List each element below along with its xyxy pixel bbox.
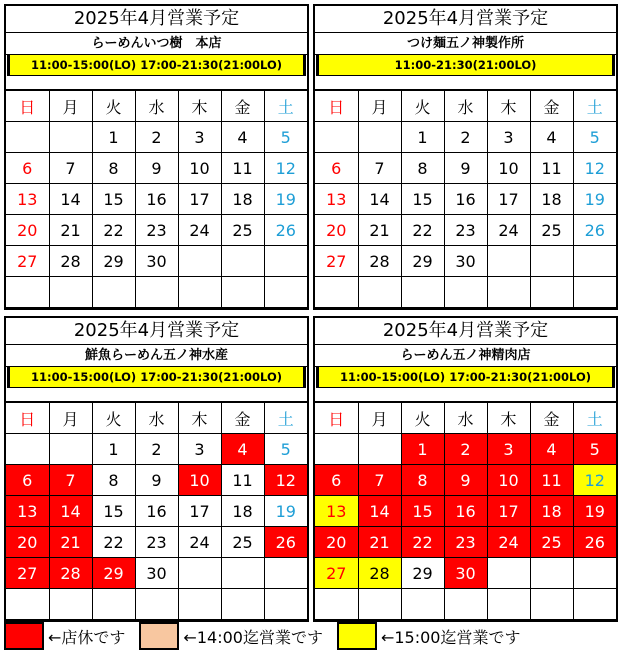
spacer bbox=[6, 77, 307, 91]
business-hours: 11:00-21:30(21:00LO) bbox=[316, 55, 615, 76]
weekday-6: 土 bbox=[264, 403, 307, 434]
weekday-1: 月 bbox=[49, 91, 92, 122]
store-name: らーめん五ノ神精肉店 bbox=[315, 345, 616, 367]
day-cell: 17 bbox=[487, 496, 530, 527]
calendar-grid bbox=[315, 403, 616, 620]
day-cell: 24 bbox=[487, 215, 530, 246]
day-cell: 24 bbox=[178, 215, 221, 246]
day-cell: 20 bbox=[6, 215, 49, 246]
day-cell: 5 bbox=[264, 434, 307, 465]
day-cell: 8 bbox=[401, 465, 444, 496]
day-cell bbox=[178, 589, 221, 620]
weekday-1: 月 bbox=[358, 403, 401, 434]
week-row bbox=[6, 558, 307, 589]
day-cell: 10 bbox=[487, 153, 530, 184]
calendar-grid bbox=[6, 403, 307, 620]
weekday-4: 木 bbox=[487, 91, 530, 122]
day-cell: 11 bbox=[221, 465, 264, 496]
day-cell: 26 bbox=[264, 527, 307, 558]
week-row bbox=[6, 277, 307, 308]
day-cell bbox=[6, 589, 49, 620]
day-cell: 11 bbox=[530, 153, 573, 184]
day-cell bbox=[530, 246, 573, 277]
weekday-0: 日 bbox=[315, 91, 358, 122]
store-name: 鮮魚らーめん五ノ神水産 bbox=[6, 345, 307, 367]
day-cell: 15 bbox=[401, 496, 444, 527]
weekday-5: 金 bbox=[221, 91, 264, 122]
day-cell bbox=[178, 246, 221, 277]
day-cell: 20 bbox=[315, 215, 358, 246]
day-cell bbox=[49, 589, 92, 620]
day-cell: 15 bbox=[92, 496, 135, 527]
spacer bbox=[315, 77, 616, 91]
week-row bbox=[6, 184, 307, 215]
weekday-0: 日 bbox=[6, 403, 49, 434]
day-cell: 28 bbox=[49, 558, 92, 589]
day-cell: 2 bbox=[444, 434, 487, 465]
day-cell: 25 bbox=[221, 215, 264, 246]
week-row bbox=[6, 434, 307, 465]
day-cell: 10 bbox=[178, 465, 221, 496]
day-cell: 18 bbox=[530, 184, 573, 215]
day-cell: 16 bbox=[135, 496, 178, 527]
week-row bbox=[315, 589, 616, 620]
day-cell: 18 bbox=[221, 496, 264, 527]
day-cell: 9 bbox=[444, 465, 487, 496]
calendar-grid bbox=[315, 91, 616, 308]
day-cell: 28 bbox=[49, 246, 92, 277]
day-cell: 27 bbox=[315, 246, 358, 277]
weekday-4: 木 bbox=[178, 91, 221, 122]
day-cell: 7 bbox=[49, 465, 92, 496]
day-cell: 6 bbox=[6, 153, 49, 184]
day-cell: 13 bbox=[315, 184, 358, 215]
day-cell bbox=[92, 589, 135, 620]
day-cell: 7 bbox=[358, 465, 401, 496]
day-cell: 26 bbox=[573, 215, 616, 246]
legend-swatch-until14 bbox=[139, 622, 179, 650]
calendar-grid bbox=[6, 91, 307, 308]
day-cell: 1 bbox=[401, 434, 444, 465]
legend-swatch-closed bbox=[4, 622, 44, 650]
week-row bbox=[6, 496, 307, 527]
week-row bbox=[315, 558, 616, 589]
day-cell: 12 bbox=[264, 153, 307, 184]
day-cell bbox=[49, 434, 92, 465]
week-row bbox=[315, 246, 616, 277]
day-cell: 1 bbox=[92, 434, 135, 465]
week-row bbox=[6, 153, 307, 184]
day-cell: 21 bbox=[358, 527, 401, 558]
day-cell: 4 bbox=[530, 122, 573, 153]
day-cell: 22 bbox=[92, 215, 135, 246]
week-row bbox=[315, 465, 616, 496]
day-cell: 26 bbox=[264, 215, 307, 246]
week-row bbox=[6, 215, 307, 246]
weekday-header-row bbox=[6, 91, 307, 122]
day-cell: 16 bbox=[135, 184, 178, 215]
week-row bbox=[315, 527, 616, 558]
day-cell: 9 bbox=[135, 465, 178, 496]
day-cell bbox=[135, 589, 178, 620]
day-cell bbox=[315, 434, 358, 465]
day-cell bbox=[530, 558, 573, 589]
day-cell bbox=[264, 246, 307, 277]
store-name: つけ麺五ノ神製作所 bbox=[315, 33, 616, 55]
day-cell bbox=[358, 122, 401, 153]
day-cell: 16 bbox=[444, 496, 487, 527]
panel-title: 2025年4月営業予定 bbox=[6, 6, 307, 33]
week-row bbox=[6, 589, 307, 620]
day-cell: 24 bbox=[487, 527, 530, 558]
day-cell: 14 bbox=[49, 184, 92, 215]
week-row bbox=[6, 465, 307, 496]
day-cell: 18 bbox=[530, 496, 573, 527]
weekday-1: 月 bbox=[358, 91, 401, 122]
day-cell: 28 bbox=[358, 558, 401, 589]
day-cell bbox=[401, 589, 444, 620]
weekday-6: 土 bbox=[573, 403, 616, 434]
day-cell bbox=[358, 434, 401, 465]
business-hours: 11:00-15:00(LO) 17:00-21:30(21:00LO) bbox=[316, 367, 615, 388]
weekday-2: 火 bbox=[401, 91, 444, 122]
day-cell: 3 bbox=[487, 434, 530, 465]
day-cell bbox=[264, 277, 307, 308]
day-cell: 29 bbox=[92, 246, 135, 277]
day-cell: 22 bbox=[92, 527, 135, 558]
legend-item-until14 bbox=[139, 622, 323, 650]
spacer bbox=[6, 389, 307, 403]
week-row bbox=[6, 527, 307, 558]
day-cell bbox=[573, 246, 616, 277]
legend-item-until15 bbox=[337, 622, 521, 650]
weekday-header-row bbox=[315, 403, 616, 434]
day-cell: 7 bbox=[358, 153, 401, 184]
week-row bbox=[315, 184, 616, 215]
store-name: らーめんいつ樹 本店 bbox=[6, 33, 307, 55]
day-cell: 22 bbox=[401, 215, 444, 246]
day-cell: 23 bbox=[135, 215, 178, 246]
day-cell: 4 bbox=[530, 434, 573, 465]
day-cell: 13 bbox=[6, 496, 49, 527]
weekday-header-row bbox=[6, 403, 307, 434]
day-cell: 26 bbox=[573, 527, 616, 558]
legend-label: ←店休です bbox=[48, 627, 126, 647]
weekday-3: 水 bbox=[135, 403, 178, 434]
day-cell bbox=[315, 122, 358, 153]
weekday-header-row bbox=[315, 91, 616, 122]
week-row bbox=[315, 434, 616, 465]
day-cell: 19 bbox=[264, 496, 307, 527]
weekday-5: 金 bbox=[530, 91, 573, 122]
day-cell: 14 bbox=[358, 184, 401, 215]
panel-title: 2025年4月営業予定 bbox=[315, 318, 616, 345]
day-cell: 19 bbox=[264, 184, 307, 215]
day-cell bbox=[487, 277, 530, 308]
business-hours: 11:00-15:00(LO) 17:00-21:30(21:00LO) bbox=[7, 367, 306, 388]
day-cell: 2 bbox=[135, 122, 178, 153]
day-cell: 25 bbox=[530, 215, 573, 246]
day-cell: 4 bbox=[221, 122, 264, 153]
day-cell: 9 bbox=[444, 153, 487, 184]
day-cell: 17 bbox=[178, 496, 221, 527]
day-cell: 7 bbox=[49, 153, 92, 184]
day-cell: 13 bbox=[315, 496, 358, 527]
weekday-3: 水 bbox=[135, 91, 178, 122]
panel-title: 2025年4月営業予定 bbox=[315, 6, 616, 33]
day-cell: 10 bbox=[487, 465, 530, 496]
week-row bbox=[315, 277, 616, 308]
day-cell: 27 bbox=[6, 558, 49, 589]
day-cell bbox=[315, 589, 358, 620]
weekday-5: 金 bbox=[221, 403, 264, 434]
weekday-0: 日 bbox=[6, 91, 49, 122]
day-cell: 27 bbox=[315, 558, 358, 589]
day-cell: 5 bbox=[573, 122, 616, 153]
weekday-5: 金 bbox=[530, 403, 573, 434]
day-cell: 11 bbox=[221, 153, 264, 184]
day-cell: 3 bbox=[487, 122, 530, 153]
day-cell: 29 bbox=[401, 246, 444, 277]
day-cell: 8 bbox=[401, 153, 444, 184]
day-cell: 30 bbox=[135, 558, 178, 589]
day-cell bbox=[221, 589, 264, 620]
day-cell: 25 bbox=[530, 527, 573, 558]
day-cell bbox=[135, 277, 178, 308]
day-cell: 15 bbox=[401, 184, 444, 215]
day-cell: 18 bbox=[221, 184, 264, 215]
day-cell bbox=[49, 277, 92, 308]
day-cell bbox=[487, 589, 530, 620]
day-cell bbox=[6, 277, 49, 308]
day-cell bbox=[264, 589, 307, 620]
day-cell: 1 bbox=[401, 122, 444, 153]
day-cell: 19 bbox=[573, 496, 616, 527]
day-cell bbox=[264, 558, 307, 589]
weekday-0: 日 bbox=[315, 403, 358, 434]
day-cell: 20 bbox=[315, 527, 358, 558]
day-cell bbox=[487, 558, 530, 589]
day-cell: 27 bbox=[6, 246, 49, 277]
day-cell bbox=[178, 277, 221, 308]
day-cell: 9 bbox=[135, 153, 178, 184]
day-cell: 21 bbox=[49, 215, 92, 246]
week-row bbox=[6, 246, 307, 277]
week-row bbox=[315, 215, 616, 246]
panel-suisan bbox=[4, 316, 309, 622]
day-cell: 23 bbox=[444, 527, 487, 558]
day-cell: 24 bbox=[178, 527, 221, 558]
weekday-2: 火 bbox=[92, 403, 135, 434]
day-cell: 16 bbox=[444, 184, 487, 215]
day-cell: 3 bbox=[178, 434, 221, 465]
day-cell: 8 bbox=[92, 465, 135, 496]
day-cell: 5 bbox=[264, 122, 307, 153]
day-cell: 6 bbox=[315, 465, 358, 496]
day-cell: 12 bbox=[264, 465, 307, 496]
legend-swatch-until15 bbox=[337, 622, 377, 650]
day-cell bbox=[444, 589, 487, 620]
day-cell: 1 bbox=[92, 122, 135, 153]
day-cell bbox=[487, 246, 530, 277]
day-cell: 4 bbox=[221, 434, 264, 465]
legend-label: ←15:00迄営業です bbox=[380, 627, 521, 647]
day-cell: 14 bbox=[49, 496, 92, 527]
panel-honten bbox=[4, 4, 309, 310]
weekday-2: 火 bbox=[401, 403, 444, 434]
day-cell: 29 bbox=[401, 558, 444, 589]
weekday-4: 木 bbox=[178, 403, 221, 434]
day-cell bbox=[221, 277, 264, 308]
weekday-6: 土 bbox=[573, 91, 616, 122]
day-cell: 12 bbox=[573, 153, 616, 184]
day-cell: 6 bbox=[315, 153, 358, 184]
day-cell: 30 bbox=[135, 246, 178, 277]
legend-item-closed bbox=[4, 622, 125, 650]
day-cell: 17 bbox=[178, 184, 221, 215]
day-cell bbox=[49, 122, 92, 153]
day-cell: 10 bbox=[178, 153, 221, 184]
weekday-2: 火 bbox=[92, 91, 135, 122]
day-cell: 23 bbox=[444, 215, 487, 246]
legend bbox=[4, 620, 618, 652]
day-cell bbox=[221, 558, 264, 589]
day-cell: 28 bbox=[358, 246, 401, 277]
day-cell: 2 bbox=[135, 434, 178, 465]
week-row bbox=[315, 122, 616, 153]
day-cell: 8 bbox=[92, 153, 135, 184]
day-cell bbox=[221, 246, 264, 277]
weekday-4: 木 bbox=[487, 403, 530, 434]
day-cell bbox=[358, 277, 401, 308]
day-cell: 20 bbox=[6, 527, 49, 558]
week-row bbox=[6, 122, 307, 153]
day-cell: 13 bbox=[6, 184, 49, 215]
spacer bbox=[315, 389, 616, 403]
day-cell bbox=[530, 589, 573, 620]
day-cell: 30 bbox=[444, 246, 487, 277]
day-cell: 21 bbox=[358, 215, 401, 246]
day-cell: 19 bbox=[573, 184, 616, 215]
day-cell bbox=[401, 277, 444, 308]
day-cell: 11 bbox=[530, 465, 573, 496]
day-cell bbox=[573, 558, 616, 589]
day-cell bbox=[573, 589, 616, 620]
day-cell: 3 bbox=[178, 122, 221, 153]
day-cell bbox=[6, 434, 49, 465]
day-cell: 30 bbox=[444, 558, 487, 589]
weekday-3: 水 bbox=[444, 403, 487, 434]
panel-seisakusho bbox=[313, 4, 618, 310]
day-cell bbox=[178, 558, 221, 589]
day-cell: 29 bbox=[92, 558, 135, 589]
day-cell: 17 bbox=[487, 184, 530, 215]
legend-label: ←14:00迄営業です bbox=[183, 627, 323, 647]
weekday-3: 水 bbox=[444, 91, 487, 122]
day-cell: 14 bbox=[358, 496, 401, 527]
day-cell: 5 bbox=[573, 434, 616, 465]
day-cell bbox=[444, 277, 487, 308]
panel-title: 2025年4月営業予定 bbox=[6, 318, 307, 345]
day-cell: 22 bbox=[401, 527, 444, 558]
day-cell bbox=[530, 277, 573, 308]
day-cell: 6 bbox=[6, 465, 49, 496]
weekday-6: 土 bbox=[264, 91, 307, 122]
panel-seinikuten bbox=[313, 316, 618, 622]
day-cell bbox=[6, 122, 49, 153]
week-row bbox=[315, 496, 616, 527]
weekday-1: 月 bbox=[49, 403, 92, 434]
day-cell bbox=[358, 589, 401, 620]
business-hours: 11:00-15:00(LO) 17:00-21:30(21:00LO) bbox=[7, 55, 306, 76]
day-cell bbox=[315, 277, 358, 308]
day-cell bbox=[573, 277, 616, 308]
day-cell: 21 bbox=[49, 527, 92, 558]
day-cell: 12 bbox=[573, 465, 616, 496]
day-cell: 23 bbox=[135, 527, 178, 558]
day-cell: 25 bbox=[221, 527, 264, 558]
week-row bbox=[315, 153, 616, 184]
day-cell bbox=[92, 277, 135, 308]
day-cell: 15 bbox=[92, 184, 135, 215]
day-cell: 2 bbox=[444, 122, 487, 153]
